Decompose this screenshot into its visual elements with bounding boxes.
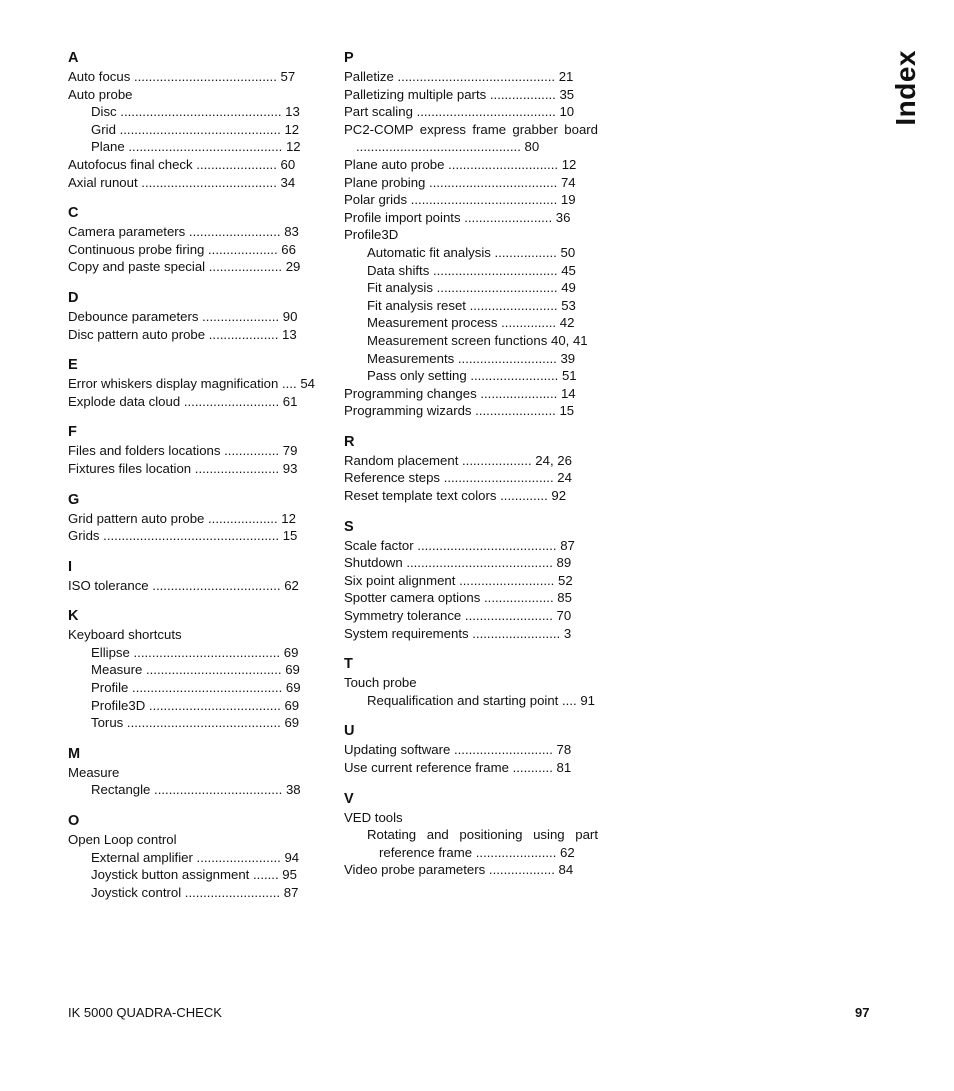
index-subentry: Rectangle ................................... 38 <box>91 782 301 798</box>
index-entry: Open Loop control <box>68 832 177 848</box>
index-entry: Part scaling ...................................... 10 <box>344 104 575 120</box>
index-entry: Random placement ................... 24, 26 <box>344 452 572 468</box>
index-section-p <box>344 50 598 420</box>
index-entry: Profile3D <box>344 227 399 243</box>
index-section-letter: G <box>68 491 80 508</box>
index-subentry: Measurement screen functions 40, 41 <box>367 332 588 348</box>
index-subentry: Joystick button assignment ....... 95 <box>91 867 297 883</box>
index-entry: Shutdown ........................................ 89 <box>344 555 572 571</box>
index-entry: Six point alignment .......................... 52 <box>344 572 573 588</box>
index-entry: Plane probing ................................... 74 <box>344 174 576 190</box>
index-section-f <box>68 424 322 477</box>
index-entry: Spotter camera options ................... 85 <box>344 590 572 606</box>
index-section-k <box>68 608 322 732</box>
index-entry: Video probe parameters .................. 84 <box>344 862 574 878</box>
index-subentry: Pass only setting ........................ 51 <box>367 368 577 384</box>
index-entry: Files and folders locations ............... 79 <box>68 443 298 459</box>
index-entry: Fixtures files location ....................... 93 <box>68 460 298 476</box>
index-section-letter: D <box>68 289 79 306</box>
index-entry: Use current reference frame ........... 81 <box>344 760 572 775</box>
index-entry: Programming changes ..................... 14 <box>344 385 576 401</box>
index-section-t <box>344 656 598 709</box>
index-subentry: Data shifts .................................. 45 <box>367 262 576 278</box>
index-subentry: Profile ......................................... 69 <box>91 680 301 696</box>
index-entry: Explode data cloud .......................... 61 <box>68 393 298 409</box>
index-section-letter: K <box>68 608 79 625</box>
index-entry: PC2-COMP express frame grabber board ............................................. 80 <box>344 121 598 155</box>
footer-page-number: 97 <box>855 1005 870 1020</box>
index-section-a <box>68 50 322 191</box>
index-subentry: Ellipse ........................................ 69 <box>91 644 299 660</box>
index-entry: Grid pattern auto probe ................... 12 <box>68 510 296 526</box>
index-entry: System requirements ........................ 3 <box>344 625 572 641</box>
footer-manual-title: IK 5000 QUADRA-CHECK <box>68 1005 222 1020</box>
index-section-letter: F <box>68 424 77 441</box>
index-subentry: Measure ..................................... 69 <box>91 662 300 678</box>
index-section-o <box>68 813 322 901</box>
index-entry: ISO tolerance ................................... 62 <box>68 577 299 593</box>
index-section-letter: M <box>68 745 81 762</box>
index-entry: Touch probe <box>344 675 417 691</box>
index-entry: Measure <box>68 764 120 780</box>
index-section-e <box>68 357 322 410</box>
index-section-s <box>344 519 598 643</box>
index-entry: Reset template text colors ............. 92 <box>344 488 567 504</box>
index-column-left <box>68 50 322 901</box>
index-section-letter: A <box>68 50 79 66</box>
index-section-letter: E <box>68 357 78 374</box>
index-subentry: Automatic fit analysis ................. 50 <box>367 244 576 260</box>
index-subentry: Requalification and starting point .... 91 <box>367 692 595 708</box>
index-subentry: External amplifier ....................... 94 <box>91 849 300 865</box>
index-entry: Programming wizards ...................... 15 <box>344 403 575 419</box>
index-entry: VED tools <box>344 809 403 825</box>
index-subentry: Grid ............................................ 12 <box>91 121 300 137</box>
index-subentry: Measurement process ............... 42 <box>367 315 575 331</box>
index-section-v <box>344 791 598 879</box>
index-section-letter: C <box>68 205 79 222</box>
index-entry: Camera parameters ......................... 83 <box>68 224 299 240</box>
index-section-letter: I <box>68 558 73 575</box>
index-section-r <box>344 434 598 505</box>
index-entry: Profile import points ........................ 36 <box>344 209 571 225</box>
index-entry: Scale factor ...................................... 87 <box>344 537 575 553</box>
index-entry: Copy and paste special .................... 29 <box>68 259 301 275</box>
index-side-title: Index <box>890 50 921 126</box>
index-section-letter: R <box>344 433 355 450</box>
index-section-g <box>68 492 322 545</box>
index-section-i <box>68 559 322 595</box>
index-subentry: Disc ............................................ 13 <box>91 104 300 120</box>
index-section-d <box>68 290 322 343</box>
index-subentry: Fit analysis ................................. 49 <box>367 280 576 296</box>
index-subentry: Profile3D .................................... 69 <box>91 697 300 713</box>
index-section-m <box>68 746 322 799</box>
index-section-c <box>68 205 322 276</box>
index-subentry: Fit analysis reset ........................ 53 <box>367 297 576 313</box>
index-entry: Plane auto probe .............................. 12 <box>344 156 577 172</box>
index-section-letter: S <box>344 518 354 535</box>
index-section-letter: P <box>344 50 354 66</box>
index-entry: Axial runout ..................................... 34 <box>68 174 296 190</box>
index-entry: Reference steps .............................. 24 <box>344 470 572 486</box>
index-section-letter: T <box>344 656 353 673</box>
index-section-letter: V <box>344 790 354 807</box>
index-entry: Auto probe <box>68 86 133 102</box>
index-entry: Updating software ........................... 78 <box>344 742 572 758</box>
index-entry: Debounce parameters ..................... 90 <box>68 308 298 324</box>
index-entry: Palletizing multiple parts .................. 35 <box>344 86 575 102</box>
index-subentry: Measurements ........................... 39 <box>367 350 576 366</box>
index-subentry: Joystick control .......................... 87 <box>91 884 299 900</box>
index-entry: Error whiskers display magnification .... 54 <box>68 376 315 392</box>
index-subentry: Rotating and positioning using part reference frame ...................... 62 <box>367 827 598 860</box>
index-section-u <box>344 723 598 776</box>
index-entry: Disc pattern auto probe ................... 13 <box>68 326 297 342</box>
index-entry: Polar grids ........................................ 19 <box>344 192 576 208</box>
index-entry: Autofocus final check ...................... 60 <box>68 156 296 172</box>
index-entry: Grids ................................................ 15 <box>68 528 298 544</box>
index-entry: Continuous probe firing ................... 66 <box>68 241 296 257</box>
index-section-letter: O <box>68 813 80 830</box>
index-entry: Keyboard shortcuts <box>68 627 182 643</box>
index-column-right <box>344 50 598 879</box>
index-section-letter: U <box>344 723 355 740</box>
index-entry: Auto focus ....................................... 57 <box>68 69 296 84</box>
index-entry: Symmetry tolerance ........................ 70 <box>344 608 572 624</box>
index-entry: Palletize ........................................... 21 <box>344 69 574 84</box>
index-subentry: Plane .......................................... 12 <box>91 139 301 155</box>
index-subentry: Torus .......................................... 69 <box>91 715 300 731</box>
